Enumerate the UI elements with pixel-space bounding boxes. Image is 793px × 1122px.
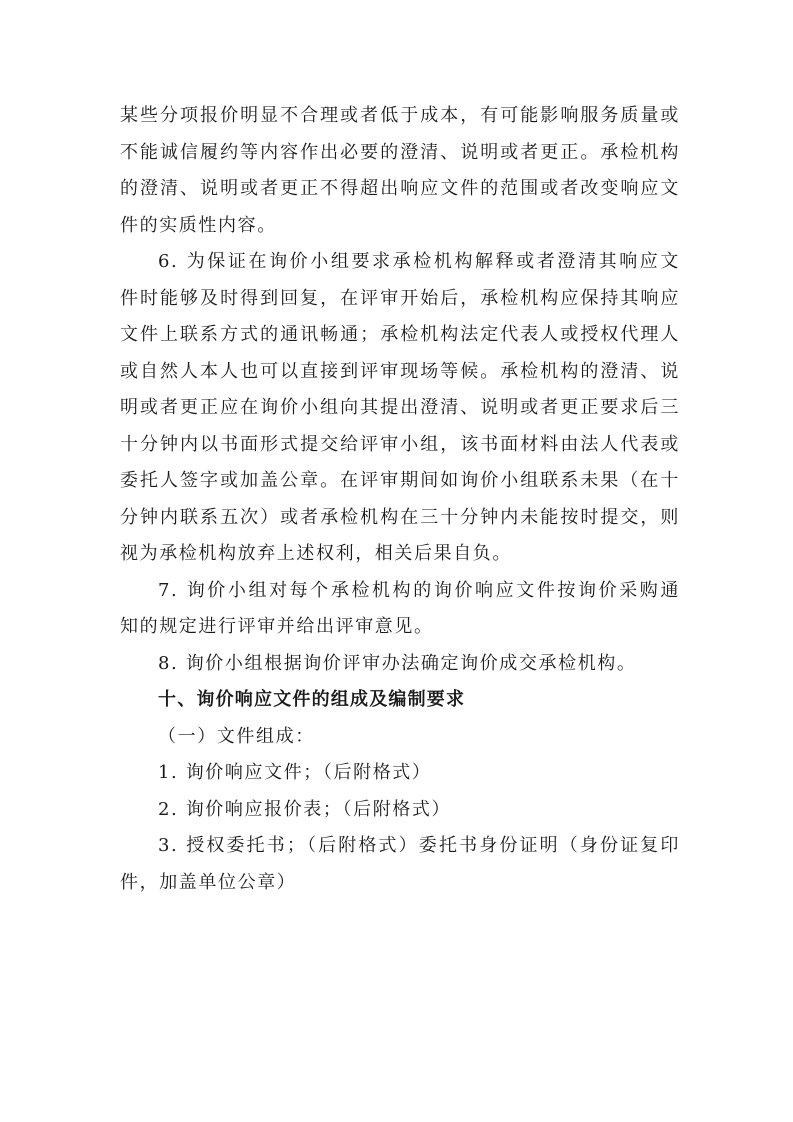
paragraph-line: 委托人签字或加盖公章。在评审期间如询价小组联系未果（在十 <box>120 470 680 491</box>
paragraph-line: 件的实质性内容。 <box>120 214 277 236</box>
document-list <box>120 755 680 901</box>
paragraph-line: 不能诚信履约等内容作出必要的澄清、说明或者更正。承检机构 <box>120 141 680 163</box>
list-item: 3. 授权委托书；（后附格式）委托书身份证明（身份证复印 <box>158 835 680 856</box>
paragraph-line: 件时能够及时得到回复，在评审开始后，承检机构应保持其响应 <box>120 287 680 309</box>
section-heading: 十、询价响应文件的组成及编制要求 <box>158 689 466 710</box>
paragraph-line: 8. 询价小组根据询价评审办法确定询价成交承检机构。 <box>158 652 637 674</box>
subsection-heading: （一）文件组成： <box>158 725 315 747</box>
paragraph-line: 十分钟内以书面形式提交给评审小组，该书面材料由法人代表或 <box>120 433 680 455</box>
paragraph-item-7 <box>120 573 680 646</box>
paragraph-clarification-continued <box>120 98 680 244</box>
paragraph-line: 明或者更正应在询价小组向其提出澄清、说明或者更正要求后三 <box>120 397 680 418</box>
paragraph-item-8 <box>120 646 680 683</box>
list-item-continuation: 件，加盖单位公章） <box>120 871 297 893</box>
paragraph-line: 某些分项报价明显不合理或者低于成本，有可能影响服务质量或 <box>120 105 680 126</box>
paragraph-line: 7. 询价小组对每个承检机构的询价响应文件按询价采购通 <box>158 579 680 601</box>
paragraph-line: 视为承检机构放弃上述权利，相关后果自负。 <box>120 543 512 564</box>
paragraph-line: 的澄清、说明或者更正不得超出响应文件的范围或者改变响应文 <box>120 178 680 199</box>
paragraph-item-6 <box>120 244 680 573</box>
paragraph-line: 分钟内联系五次）或者承检机构在三十分钟内未能按时提交，则 <box>120 506 680 528</box>
list-item: 1. 询价响应文件；（后附格式） <box>158 762 432 783</box>
paragraph-line: 文件上联系方式的通讯畅通；承检机构法定代表人或授权代理人 <box>120 324 680 345</box>
document-body <box>120 98 680 901</box>
list-item: 2. 询价响应报价表；（后附格式） <box>158 798 452 820</box>
paragraph-line: 知的规定进行评审并给出评审意见。 <box>120 616 434 637</box>
paragraph-line: 6. 为保证在询价小组要求承检机构解释或者澄清其响应文 <box>158 251 680 272</box>
paragraph-line: 或自然人本人也可以直接到评审现场等候。承检机构的澄清、说 <box>120 360 680 382</box>
